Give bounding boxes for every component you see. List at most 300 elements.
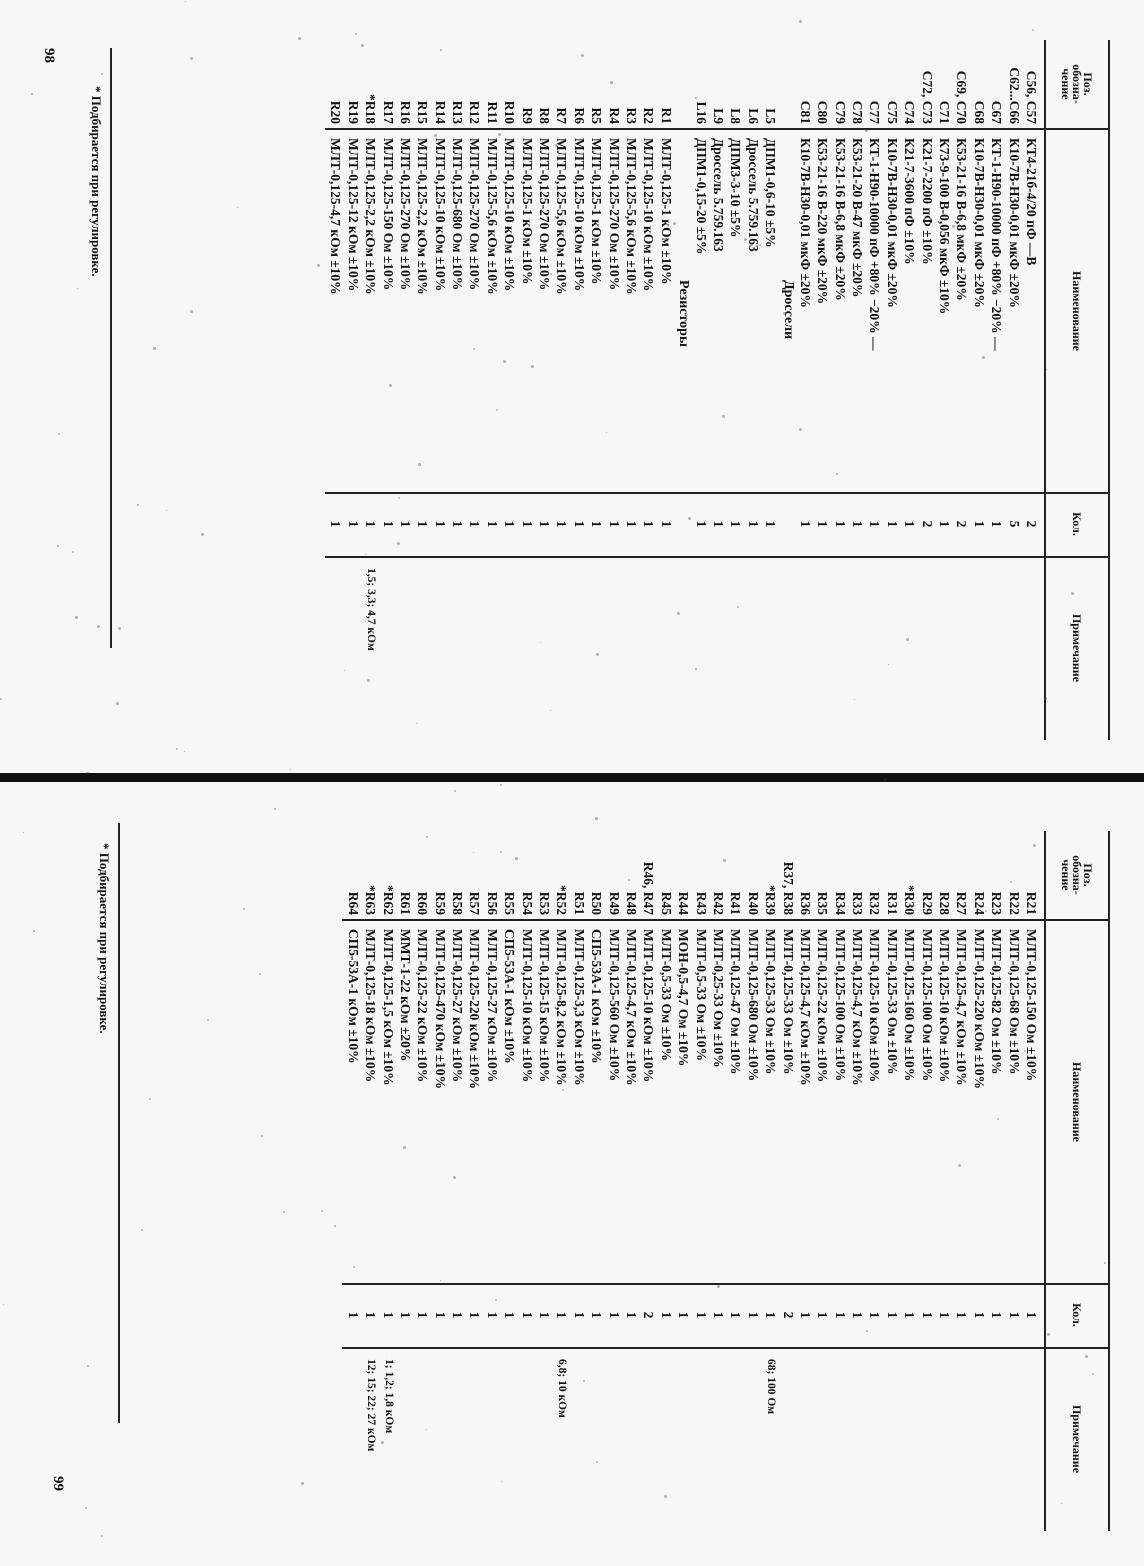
header-pos: Поз. обозна- чение — [1059, 64, 1096, 104]
cell-name: МЛТ-0,125-100 Ом ±10% — [832, 929, 848, 1082]
scan-speck — [434, 134, 437, 137]
cell-name: МЛТ-0,125-2,2 кОм ±10% — [415, 138, 431, 295]
cell-name: МЛТ-0,125-680 Ом ±10% — [450, 138, 466, 291]
table-row — [1023, 40, 1040, 740]
scan-speck — [453, 1176, 456, 1179]
table-row — [849, 40, 866, 740]
cell-position: R44 — [676, 891, 692, 915]
bottom-page — [0, 783, 1144, 1566]
cell-quantity: 1 — [484, 1311, 500, 1319]
cell-position: R41 — [728, 891, 744, 915]
cell-name: МЛТ-0,125-33 Ом ±10% — [763, 929, 779, 1075]
cell-quantity: 1 — [397, 1311, 413, 1319]
cell-position: R15 — [415, 100, 431, 124]
cell-quantity: 1 — [328, 520, 344, 528]
table-row — [362, 831, 379, 1531]
scan-speck — [31, 93, 33, 95]
cell-quantity: 1 — [554, 520, 570, 528]
scan-speck — [86, 772, 89, 775]
table-row — [344, 831, 361, 1531]
cell-quantity: 1 — [693, 520, 709, 528]
cell-name: МЛТ-0,125-4,7 кОм ±10% — [328, 138, 344, 295]
cell-position: R13 — [450, 100, 466, 124]
cell-position: R54 — [519, 891, 535, 915]
cell-name: МЛТ-0,125-4,7 кОм ±10% — [850, 929, 866, 1086]
cell-quantity: 1 — [450, 520, 466, 528]
cell-quantity: 1 — [850, 1311, 866, 1319]
cell-quantity: 1 — [954, 1311, 970, 1319]
table-row — [744, 831, 761, 1531]
scan-speck — [321, 1210, 323, 1212]
cell-quantity: 1 — [363, 520, 379, 528]
scan-speck — [190, 310, 193, 313]
table-row — [762, 831, 779, 1531]
table-row — [727, 40, 744, 740]
cell-quantity: 1 — [676, 1311, 692, 1319]
table-row — [449, 831, 466, 1531]
table-row — [449, 40, 466, 740]
cell-quantity: 1 — [571, 1311, 587, 1319]
cell-name: МЛТ-0,125-1 кОм ±10% — [658, 138, 674, 285]
cell-position: R23 — [989, 891, 1005, 915]
cell-position: R64 — [345, 891, 361, 915]
cell-quantity: 1 — [467, 520, 483, 528]
cell-position: R51 — [571, 891, 587, 915]
cell-position: R9 — [519, 107, 535, 124]
cell-name: МЛТ-0,125-150 Ом ±10% — [380, 138, 396, 291]
column-divider — [1044, 556, 1110, 558]
cell-note: 68; 100 Ом — [765, 1359, 778, 1415]
cell-quantity: 1 — [519, 520, 535, 528]
table-row — [414, 40, 431, 740]
cell-position: L6 — [745, 108, 761, 124]
scan-speck — [595, 817, 598, 820]
cell-name: СП5-53А-1 кОм ±10% — [345, 929, 361, 1064]
cell-note: 6,8; 10 кОм — [556, 1359, 569, 1418]
table-row — [518, 40, 535, 740]
cell-quantity: 1 — [589, 1311, 605, 1319]
cell-quantity: 1 — [450, 1311, 466, 1319]
top-spec-table-panel — [110, 40, 1110, 740]
table-header — [1046, 40, 1108, 740]
table-row — [953, 831, 970, 1531]
cell-position: R48 — [624, 891, 640, 915]
cell-name: МЛТ-0,125-4,7 кОм ±10% — [954, 929, 970, 1086]
cell-position: C69, C70 — [954, 70, 970, 124]
cell-quantity: 1 — [345, 520, 361, 528]
cell-position: L9 — [710, 108, 726, 124]
cell-position: R22 — [1006, 891, 1022, 915]
table-row — [501, 40, 518, 740]
table-header — [1046, 831, 1108, 1531]
cell-position: *R39 — [763, 885, 779, 915]
table-row — [344, 40, 361, 740]
cell-quantity: 1 — [797, 1311, 813, 1319]
scan-speck — [440, 49, 442, 51]
cell-name: МЛТ-0,125-10 кОм ±10% — [432, 138, 448, 292]
scan-speck — [783, 312, 786, 315]
cell-name: МЛТ-0,125-10 кОм ±10% — [502, 138, 518, 292]
cell-name: МЛТ-0,125-22 кОм ±10% — [415, 929, 431, 1083]
cell-quantity: 1 — [989, 1311, 1005, 1319]
cell-name: К10-7В-Н30-0,01 мкФ ±20% — [971, 138, 987, 308]
scan-speck — [57, 545, 59, 547]
cell-quantity: 1 — [763, 1311, 779, 1319]
cell-quantity: 1 — [902, 1311, 918, 1319]
cell-name: ММТ-1-22 кОм ±20% — [397, 929, 413, 1062]
header-note: Примечание — [1070, 613, 1085, 683]
cell-position: R56 — [484, 891, 500, 915]
cell-name: К21-7-3600 пФ ±10% — [902, 138, 918, 265]
cell-quantity: 1 — [363, 1311, 379, 1319]
scan-speck — [153, 347, 156, 350]
table-row — [570, 831, 587, 1531]
table-row — [936, 831, 953, 1531]
cell-position: R49 — [606, 891, 622, 915]
cell-position: R55 — [502, 891, 518, 915]
cell-quantity: 1 — [902, 520, 918, 528]
cell-quantity: 1 — [832, 1311, 848, 1319]
cell-name: МЛТ-0,125-22 кОм ±10% — [815, 929, 831, 1083]
cell-position: C67 — [989, 100, 1005, 124]
cell-name: МЛТ-0,125-560 Ом ±10% — [606, 929, 622, 1082]
cell-position: *R18 — [363, 94, 379, 124]
table-row — [797, 40, 814, 740]
cell-position: *R52 — [554, 885, 570, 915]
cell-name: К21-7-2200 пФ ±10% — [919, 138, 935, 265]
cell-quantity: 1 — [606, 520, 622, 528]
cell-position: C80 — [815, 100, 831, 124]
cell-name: МЛТ-0,125-270 Ом ±10% — [537, 138, 553, 291]
cell-name: МЛТ-0,125-33 Ом ±10% — [780, 929, 796, 1075]
cell-quantity: 2 — [780, 1311, 796, 1319]
cell-position: L16 — [693, 101, 709, 124]
cell-position: R11 — [484, 101, 500, 124]
cell-position: C68 — [971, 100, 987, 124]
table-row — [692, 40, 709, 740]
column-divider — [325, 492, 1044, 494]
scan-speck — [317, 264, 320, 267]
cell-position: R36 — [797, 891, 813, 915]
column-divider — [1044, 1347, 1110, 1349]
cell-name: МЛТ-0,125-10 кОм ±10% — [641, 929, 657, 1083]
cell-quantity: 1 — [1006, 1311, 1022, 1319]
cell-name: МЛТ-0,125-150 Ом ±10% — [1024, 929, 1039, 1082]
scan-speck — [799, 20, 802, 23]
cell-quantity: 1 — [745, 1311, 761, 1319]
cell-quantity: 1 — [571, 520, 587, 528]
cell-position: C81 — [797, 100, 813, 124]
scan-speck — [500, 784, 502, 786]
cell-position: R58 — [450, 891, 466, 915]
cell-position: R3 — [624, 107, 640, 124]
table-row — [727, 831, 744, 1531]
scan-speck — [361, 44, 364, 47]
cell-name: МЛТ-0,125-1,5 кОм ±10% — [380, 929, 396, 1086]
table-row — [397, 831, 414, 1531]
section-title-resistors: Резисторы — [676, 280, 692, 347]
scan-speck — [695, 97, 697, 99]
cell-name: МЛТ-0,125-160 Ом ±10% — [902, 929, 918, 1082]
scan-speck — [865, 129, 868, 132]
cell-name: МЛТ-0,125-470 кОм ±10% — [432, 929, 448, 1090]
cell-position: R2 — [641, 107, 657, 124]
cell-name: МЛТ-0,125-15 кОм ±10% — [537, 929, 553, 1083]
cell-quantity: 1 — [537, 520, 553, 528]
cell-name: Дроссель 5.759.163 — [710, 138, 726, 252]
cell-position: R4 — [606, 107, 622, 124]
cell-quantity: 1 — [937, 520, 953, 528]
scan-speck — [700, 154, 701, 155]
table-row — [710, 831, 727, 1531]
cell-name: МЛТ-0,25-33 Ом ±10% — [710, 929, 726, 1068]
cell-name: МЛТ-0,125-12 кОм ±10% — [345, 138, 361, 292]
cell-name: МЛТ-0,125-680 Ом ±10% — [745, 929, 761, 1082]
cell-position: R45 — [658, 891, 674, 915]
header-pos: Поз. обозна- чение — [1059, 855, 1096, 895]
cell-quantity: 1 — [971, 1311, 987, 1319]
table-row — [553, 831, 570, 1531]
cell-quantity: 1 — [884, 1311, 900, 1319]
cell-name: МЛТ-0,125-27 кОм ±10% — [450, 929, 466, 1083]
cell-position: C71 — [937, 100, 953, 124]
cell-quantity: 2 — [954, 520, 970, 528]
cell-quantity: 1 — [867, 1311, 883, 1319]
cell-position: R50 — [589, 891, 605, 915]
cell-quantity: 1 — [919, 1311, 935, 1319]
scan-speck — [799, 428, 802, 431]
cell-name: МЛТ-0,125-5,6 кОм ±10% — [554, 138, 570, 295]
cell-position: R16 — [397, 100, 413, 124]
cell-quantity: 1 — [971, 520, 987, 528]
cell-quantity: 1 — [537, 1311, 553, 1319]
cell-name: МЛТ-0,125-10 кОм ±10% — [571, 138, 587, 292]
cell-position: R37, R38 — [780, 861, 796, 915]
cell-position: C79 — [832, 100, 848, 124]
column-divider — [1044, 128, 1110, 130]
page-number: 99 — [50, 1476, 66, 1491]
cell-position: R43 — [693, 891, 709, 915]
scan-speck — [884, 778, 887, 781]
scan-speck — [628, 879, 630, 881]
cell-position: R5 — [589, 107, 605, 124]
table-row — [414, 831, 431, 1531]
scan-speck — [1044, 697, 1047, 700]
cell-quantity: 1 — [467, 1311, 483, 1319]
cell-name: МЛТ-0,125-82 Ом ±10% — [989, 929, 1005, 1075]
footnote-rule — [110, 48, 112, 648]
page-number: 98 — [41, 48, 57, 63]
table-row — [988, 831, 1005, 1531]
table-row — [866, 40, 883, 740]
cell-position: C74 — [902, 100, 918, 124]
cell-name: К53-21-16 В-220 мкФ ±20% — [815, 138, 831, 305]
table-row — [605, 831, 622, 1531]
scan-speck — [769, 1002, 771, 1004]
scan-speck — [723, 859, 726, 862]
cell-position: R17 — [380, 100, 396, 124]
table-row — [831, 40, 848, 740]
scan-speck — [1104, 1262, 1106, 1264]
cell-quantity: 1 — [728, 1311, 744, 1319]
cell-quantity: 5 — [1006, 520, 1022, 528]
table-body — [327, 40, 1040, 740]
scan-speck — [274, 808, 276, 810]
cell-position: R42 — [710, 891, 726, 915]
cell-quantity: 1 — [797, 520, 813, 528]
column-divider — [342, 919, 1044, 921]
scan-speck — [1033, 844, 1036, 847]
scan-speck — [836, 473, 838, 475]
scan-speck — [866, 1330, 868, 1332]
table-row — [883, 831, 900, 1531]
cell-position: R60 — [415, 891, 431, 915]
table-row — [588, 831, 605, 1531]
table-row — [814, 40, 831, 740]
scan-speck — [759, 244, 761, 246]
cell-position: R19 — [345, 100, 361, 124]
cell-position: C72, C73 — [919, 70, 935, 124]
table-row — [866, 831, 883, 1531]
cell-name: МЛТ-0,125-5,6 кОм ±10% — [484, 138, 500, 295]
cell-position: *R30 — [902, 885, 918, 915]
cell-quantity: 1 — [380, 1311, 396, 1319]
scan-speck — [87, 1365, 89, 1367]
table-row — [675, 831, 692, 1531]
cell-position: R34 — [832, 891, 848, 915]
table-row — [466, 831, 483, 1531]
cell-position: R21 — [1024, 891, 1039, 915]
cell-position: R53 — [537, 891, 553, 915]
scan-speck — [610, 81, 613, 84]
cell-quantity: 1 — [432, 520, 448, 528]
scan-speck — [33, 930, 35, 932]
cell-name: К53-21-16 В-6,8 мкФ ±20% — [832, 138, 848, 301]
cell-quantity: 1 — [867, 520, 883, 528]
column-divider — [1044, 1283, 1110, 1285]
table-row — [936, 40, 953, 740]
cell-name: МЛТ-0,5-33 Ом ±10% — [658, 929, 674, 1062]
scan-speck — [444, 1063, 446, 1065]
table-row — [327, 40, 344, 740]
cell-position: R35 — [815, 891, 831, 915]
cell-quantity: 2 — [919, 520, 935, 528]
table-row — [484, 40, 501, 740]
cell-name: К10-7В-Н30-0,01 мкФ ±20% — [884, 138, 900, 308]
cell-name: МЛТ-0,125-10 кОм ±10% — [937, 929, 953, 1083]
cell-quantity: 1 — [710, 520, 726, 528]
scan-speck — [555, 144, 558, 147]
cell-quantity: 1 — [624, 520, 640, 528]
cell-quantity: 1 — [745, 520, 761, 528]
table-row — [431, 831, 448, 1531]
cell-position: R8 — [537, 107, 553, 124]
cell-position: R14 — [432, 100, 448, 124]
cell-name: МЛТ-0,125-27 кОм ±10% — [484, 929, 500, 1083]
cell-quantity: 1 — [693, 1311, 709, 1319]
cell-position: R10 — [502, 100, 518, 124]
cell-quantity: 1 — [710, 1311, 726, 1319]
cell-name: МЛТ-0,125-4,7 кОм ±10% — [624, 929, 640, 1086]
cell-quantity: 1 — [415, 520, 431, 528]
table-row — [657, 40, 674, 740]
cell-quantity: 1 — [763, 520, 779, 528]
header-rule — [1044, 831, 1046, 1531]
scan-speck — [381, 1441, 384, 1444]
table-row — [744, 40, 761, 740]
scan-speck — [418, 463, 421, 466]
table-row — [501, 831, 518, 1531]
table-row — [849, 831, 866, 1531]
cell-quantity: 1 — [989, 520, 1005, 528]
cell-position: R28 — [937, 891, 953, 915]
cell-quantity: 1 — [884, 520, 900, 528]
cell-name: СП5-53А-1 кОм ±10% — [589, 929, 605, 1064]
cell-position: R1 — [658, 107, 674, 124]
table-row — [901, 40, 918, 740]
cell-name: ДПМ1-0,15-20 ±5% — [693, 138, 709, 255]
table-row — [640, 40, 657, 740]
cell-position: C78 — [850, 100, 866, 124]
cell-name: СП5-53А-1 кОм ±10% — [502, 929, 518, 1064]
table-row — [901, 831, 918, 1531]
scan-speck — [454, 790, 456, 792]
cell-quantity: 1 — [658, 520, 674, 528]
cell-quantity: 2 — [641, 1311, 657, 1319]
cell-name: К53-21-20 В-47 мкФ ±20% — [850, 138, 866, 298]
scan-speck — [0, 698, 2, 700]
scan-speck — [397, 542, 400, 545]
cell-name: МЛТ-0,125-47 Ом ±10% — [728, 929, 744, 1075]
cell-quantity: 1 — [850, 520, 866, 528]
table-row — [588, 40, 605, 740]
cell-quantity: 1 — [519, 1311, 535, 1319]
scan-speck — [722, 415, 725, 418]
header-qty: Кол. — [1070, 512, 1085, 536]
table-row — [692, 831, 709, 1531]
table-row — [623, 40, 640, 740]
cell-quantity: 2 — [1024, 520, 1039, 528]
cell-quantity: 1 — [658, 1311, 674, 1319]
column-divider — [325, 556, 1044, 558]
bottom-spec-table-panel — [110, 831, 1110, 1531]
table-row — [362, 40, 379, 740]
table-row — [466, 40, 483, 740]
cell-position: R20 — [328, 100, 344, 124]
cell-name: МЛТ-0,125-270 Ом ±10% — [467, 138, 483, 291]
cell-name: КТ-1-Н90-10000 пФ +80% −20% — — [989, 138, 1005, 351]
cell-quantity: 1 — [832, 520, 848, 528]
scan-speck — [261, 1135, 263, 1137]
header-rule — [1044, 40, 1046, 740]
scan-speck — [403, 1146, 406, 1149]
footnote-rule — [118, 823, 120, 1423]
table-row — [883, 40, 900, 740]
table-row — [1005, 831, 1022, 1531]
cell-name: К10-7В-Н30-0,01 мкФ ±20% — [1006, 138, 1022, 308]
cell-name: КТ4-21б-4/20 пФ —В — [1024, 138, 1039, 266]
cell-position: R24 — [971, 891, 987, 915]
cell-name: ДПМ3-3-10 ±5% — [728, 138, 744, 238]
scan-speck — [515, 857, 518, 860]
cell-position: C77 — [867, 100, 883, 124]
scan-speck — [695, 668, 697, 670]
cell-name: К10-7В-Н30-0,01 мкФ ±20% — [797, 138, 813, 308]
page-divider — [0, 773, 1144, 782]
cell-name: МЛТ-0,125-10 кОм ±10% — [867, 929, 883, 1083]
cell-position: C56, C57 — [1024, 70, 1039, 124]
table-row — [379, 40, 396, 740]
